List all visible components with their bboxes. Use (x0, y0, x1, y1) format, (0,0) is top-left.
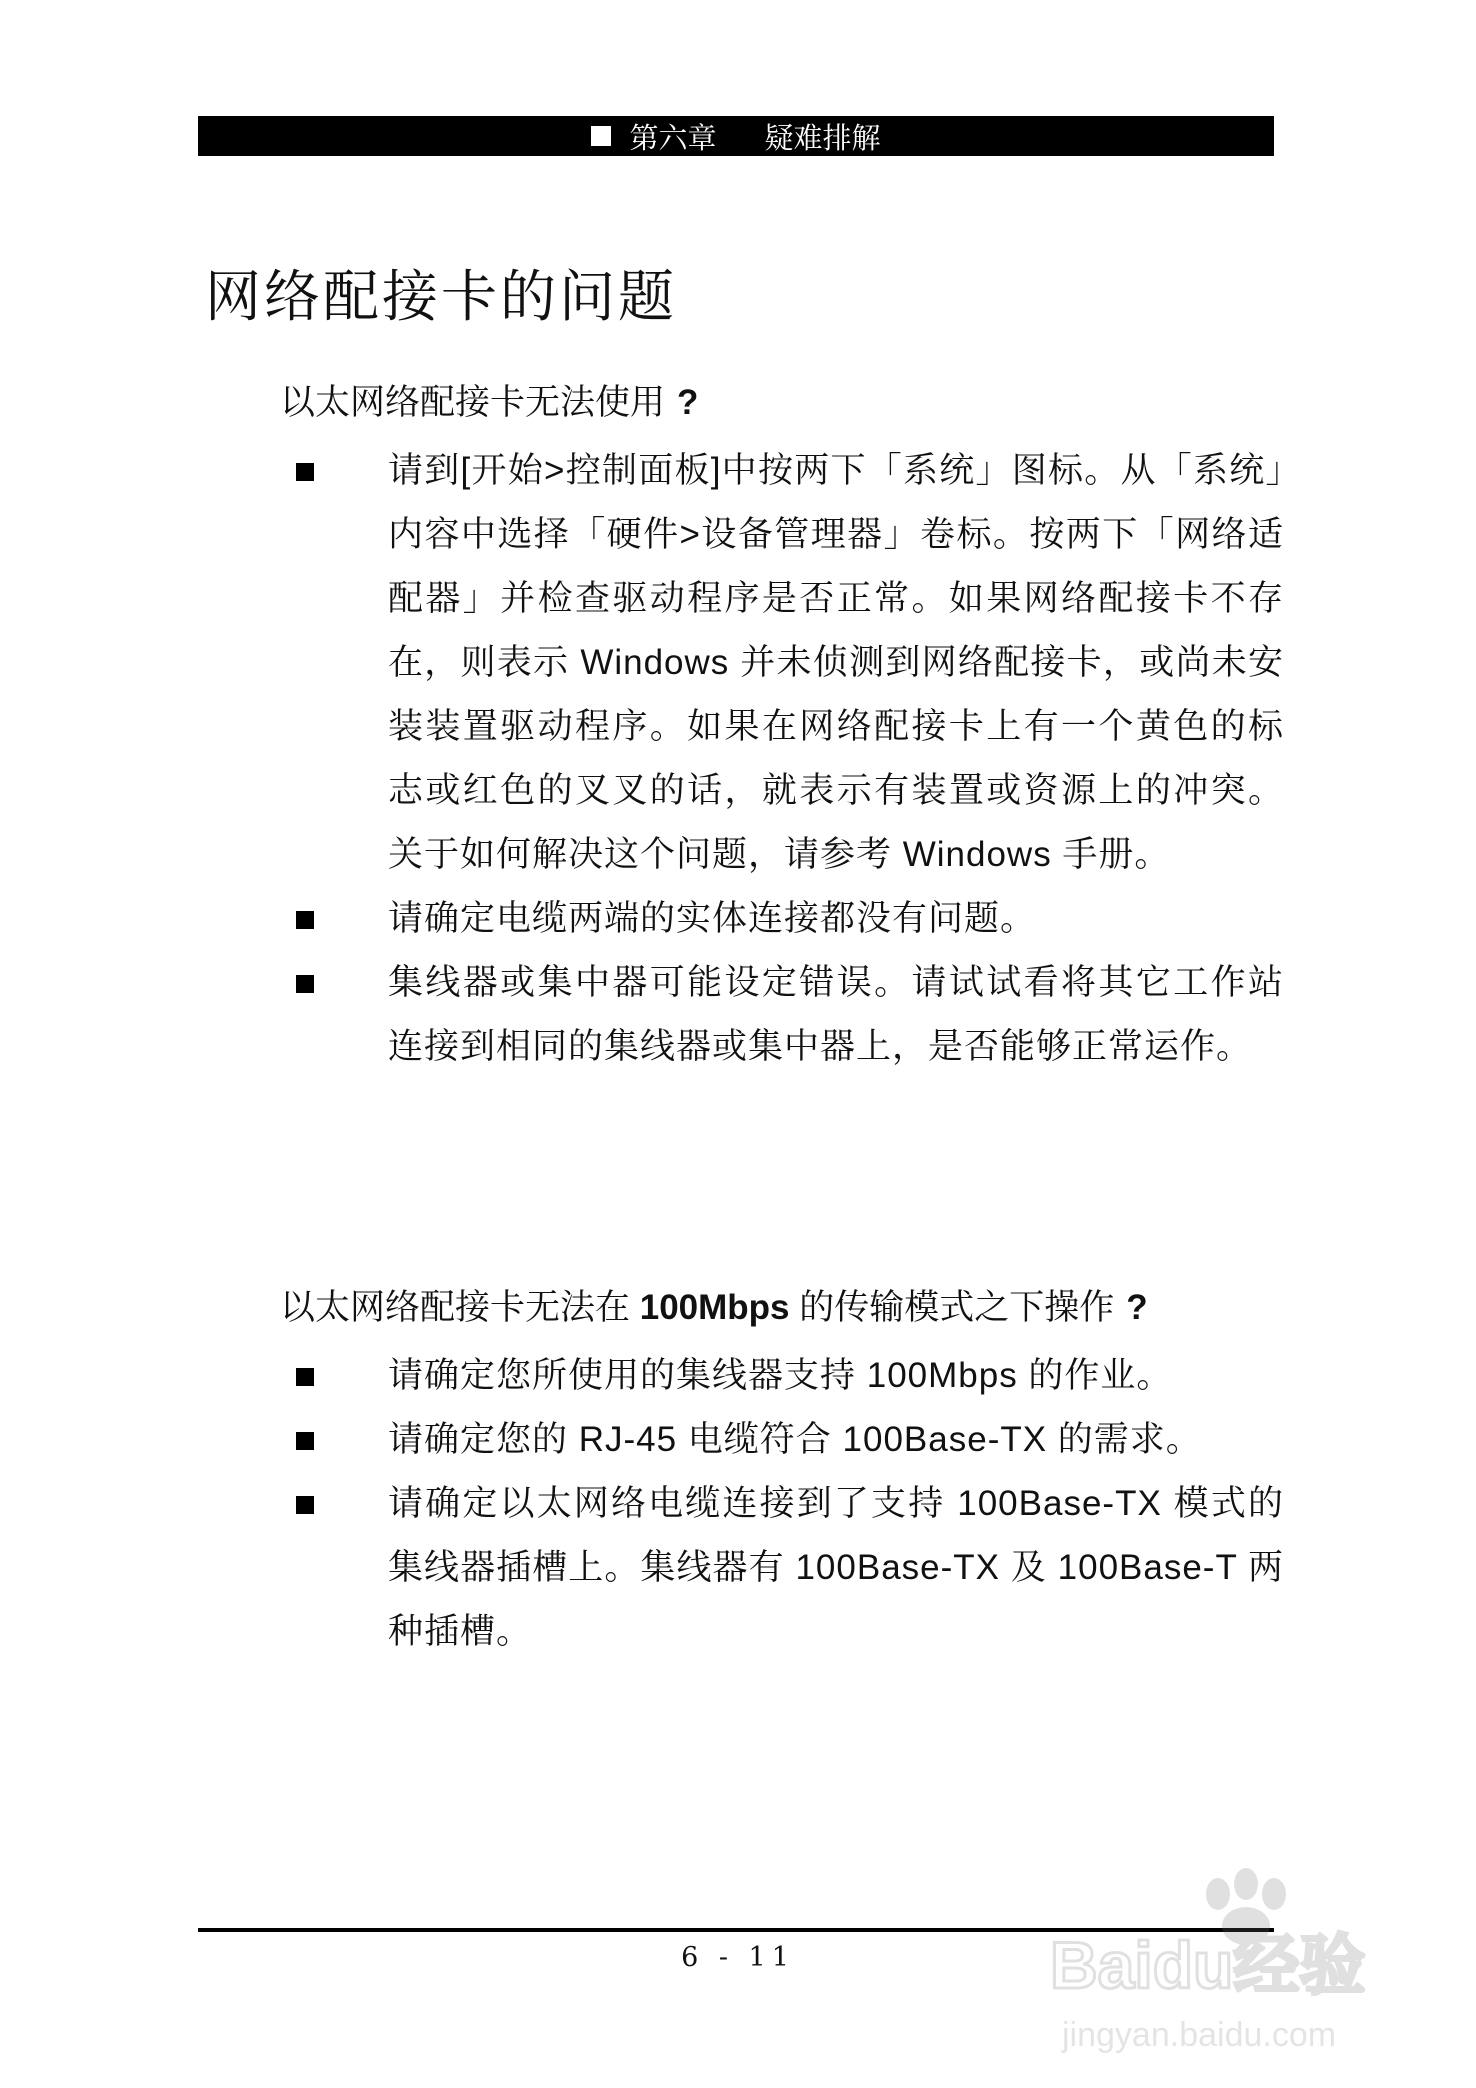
list-item-text: 请确定电缆两端的实体连接都没有问题。 (388, 899, 1037, 938)
square-bullet-icon (296, 1368, 314, 1386)
watermark-brand: Baidu经验 (1050, 1928, 1366, 2002)
question-text-start: 以太网络配接卡无法在 (280, 1288, 631, 1327)
page-title: 网络配接卡的问题 (205, 265, 677, 330)
baidu-jingyan-watermark (1040, 1860, 1460, 2070)
list-item-text: 请确定您所使用的集线器支持 100Mbps 的作业。 (388, 1356, 1173, 1395)
square-bullet-icon (296, 911, 314, 929)
question-text-bold: 100Mbps (639, 1288, 790, 1327)
section-100mbps-mode (280, 1280, 1284, 1664)
list-item-text: 请到[开始>控制面板]中按两下「系统」图标。从「系统」内容中选择「硬件>设备管理器」卷标。按两下「网络适配器」并检查驱动程序是否正常。如果网络配接卡不存在，则表示 Windows 并未侦测到网络配接卡，或尚未安装装置驱动程序。如果在网络配接卡上有一个黄色的标志或红色的叉叉的话，就表示有装置或资源上的冲突。关于如何解决这个问题，请参考 Windows 手册。 (388, 451, 1284, 874)
list-item-text: 请确定您的 RJ-45 电缆符合 100Base-TX 的需求。 (388, 1420, 1202, 1459)
list-item (280, 951, 1284, 1079)
list-item (280, 1408, 1284, 1472)
page-number: 6 - 11 (681, 1942, 795, 1973)
list-item-text: 集线器或集中器可能设定错误。请试试看将其它工作站连接到相同的集线器或集中器上，是否能够正常运作。 (388, 963, 1284, 1066)
square-bullet-icon (296, 975, 314, 993)
list-item (280, 439, 1284, 887)
section-adapter-not-working (280, 375, 1284, 1079)
square-bullet-icon (296, 463, 314, 481)
list-item (280, 1472, 1284, 1664)
list-item (280, 1344, 1284, 1408)
list-item (280, 887, 1284, 951)
chapter-number: 第六章 (629, 122, 717, 155)
square-bullet-icon (296, 1496, 314, 1514)
question-text-end: 的传输模式之下操作 (799, 1288, 1115, 1327)
answer-list (280, 439, 1284, 1079)
question-heading (280, 1280, 1280, 1336)
chapter-title: 疑难排解 (764, 122, 881, 155)
question-mark: ? (1126, 1288, 1148, 1327)
square-bullet-icon (591, 126, 611, 146)
list-item-text: 请确定以太网络电缆连接到了支持 100Base-TX 模式的集线器插槽上。集线器有 100Base-TX 及 100Base-T 两种插槽。 (388, 1484, 1284, 1651)
square-bullet-icon (296, 1432, 314, 1450)
chapter-header-bar (198, 116, 1274, 156)
answer-list (280, 1344, 1284, 1664)
question-text: 以太网络配接卡无法使用 (280, 383, 666, 422)
question-mark: ? (677, 383, 699, 422)
question-heading (280, 375, 1280, 431)
watermark-url: jingyan.baidu.com (1062, 2016, 1337, 2054)
